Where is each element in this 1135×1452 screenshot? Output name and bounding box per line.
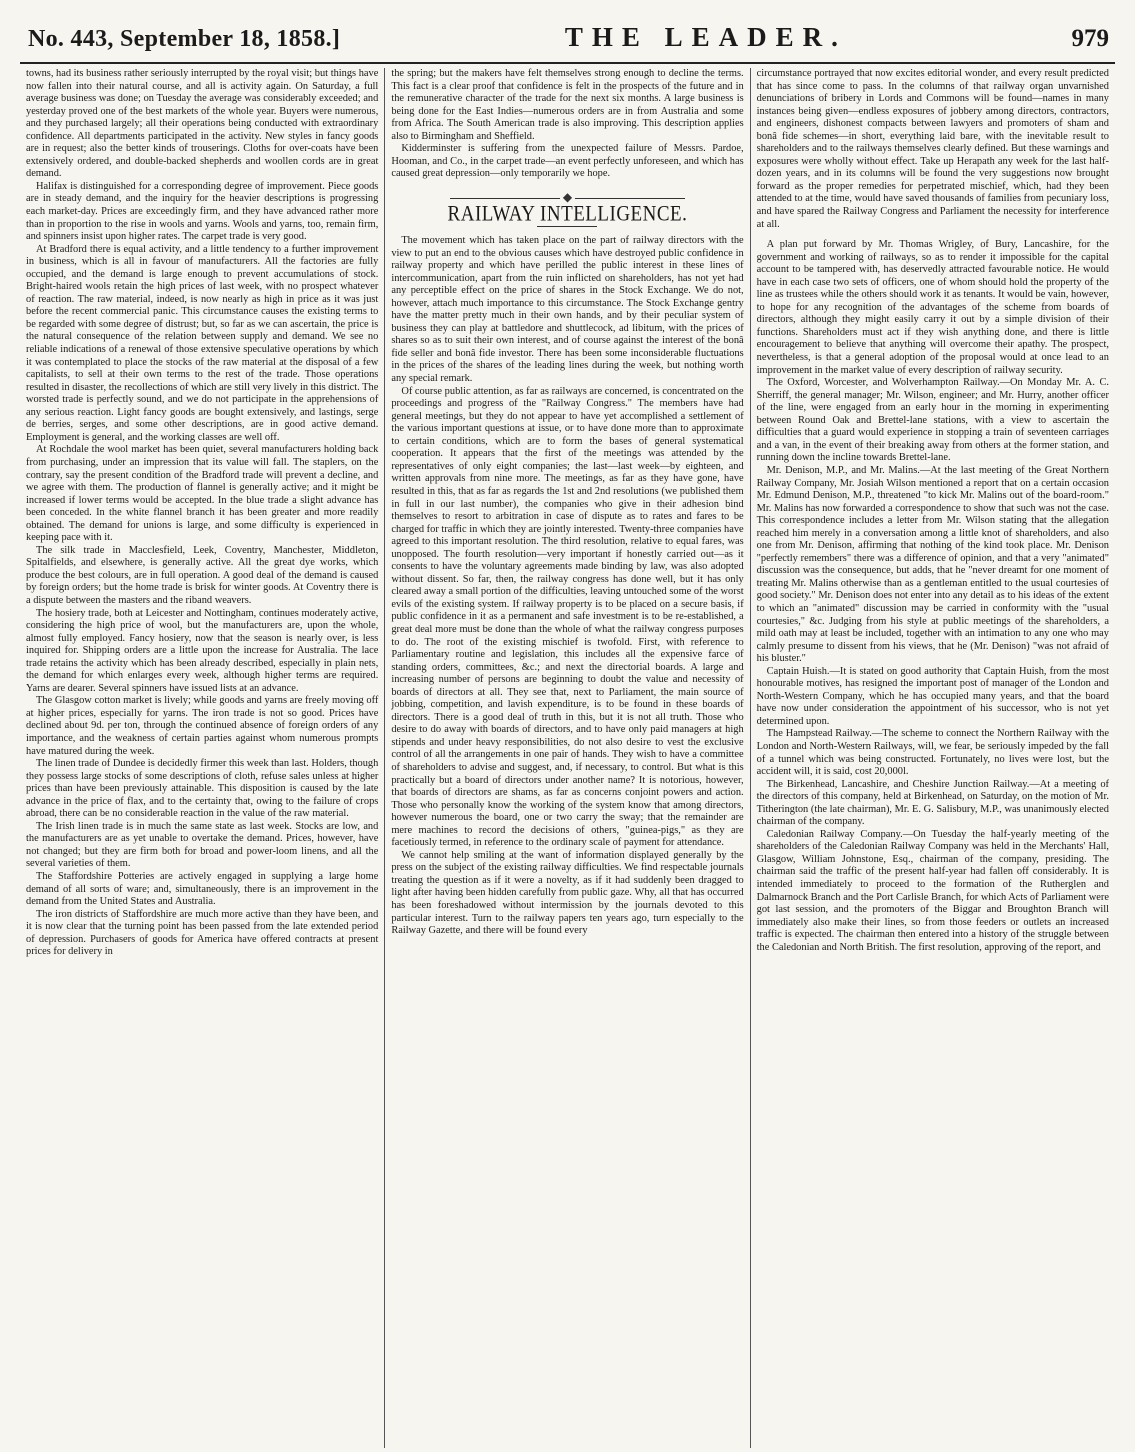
paragraph: We cannot help smiling at the want of information displayed generally by the press on the subject of the existing railway difficulties. We find respectable journals treating the question as if it were a novelty, as if it had suddenly been dragged to light after having been hidden carefully from public gaze. Why, all that has occurred has been foreshadowed without intermission by the journals devoted to this particular interest. Turn to the railway papers ten years ago, turn especially to the Railway Gazette, and there will be found every [391, 849, 744, 937]
paragraph: The Hampstead Railway.—The scheme to connect the Northern Railway with the London and North-Western Railways, will, we fear, be seriously impeded by the fall of a tunnel which was being constructed. Fortunately, no lives were lost, but the accident will, it is said, cost 20,000l. [756, 728, 1109, 778]
paragraph: The silk trade in Macclesfield, Leek, Coventry, Manchester, Middleton, Spitalfields, and elsewhere, is generally active. All the great dye works, which produce the best colours, are in full operation. A good deal of the demand is caused by foreign orders; but the home trade is brisk for winter goods. At Coventry there is a dispute between the masters and the riband weavers. [26, 544, 379, 606]
paragraph: The hosiery trade, both at Leicester and Nottingham, continues moderately active, considering the high price of wool, but the manufacturers are, upon the whole, almost fully employed. Fancy hosiery, now that the season is nearly over, is less inquired for. Shipping orders are a little upon the increase for Australia. The lace trade retains the activity which has been already described, especially in plain nets, the demand for which enlarges every week, although higher terms are required. Yarns are dearer. Several spinners have issued lists at an advance. [26, 607, 379, 694]
paragraph: Caledonian Railway Company.—On Tuesday the half-yearly meeting of the shareholders of the Caledonian Railway Company was held in the Merchants' Hall, Glasgow, William Johnstone, Esq., chairman of the company, presiding. The chairman said the traffic of the present half-year had fallen off considerably. It is intended immediately to proceed to the formation of the Rutherglen and Dalmarnock Branch and the Port Carlisle Branch, for which Acts of Parliament were got last session, and the promoters of the Biggar and Broughton Branch will immediately also make their lines, so from those feeders or outlets an increased traffic is expected. The chairman then entered into a history of the struggle between the Caledonian and North British. The first resolution, approving of the report, and [756, 828, 1109, 953]
paragraph: circumstance portrayed that now excites editorial wonder, and every result predicted that has since come to pass. In the columns of that railway organ unvarnished denunciations of bribery in Lords and Commons will be found—names in many instances being given—endless exposures of jobbery among directors, contractors, and engineers, dishonest compacts between lawyers and promoters of sham and bonâ fide schemes—in short, everything laid bare, with the inevitable result to shareholders and to the railways themselves clearly defined. But these warnings and exposures were wholly without effect. Take up Herapath any week for the last half-dozen years, and in its columns will be found the very suggestions now brought forward as the proper remedies for perpetrated mischief, which, had they been attended to at the time, would have saved thousands of families from pecuniary loss, and have spared the Railway Congress and Parliament the necessity for interference at all. [756, 68, 1109, 230]
paragraph: The Staffordshire Potteries are actively engaged in supplying a large home demand of all sorts of ware; and, simultaneously, there is an improvement in the demand from the United States and Australia. [26, 871, 379, 908]
paragraph: Halifax is distinguished for a corresponding degree of improvement. Piece goods are in steady demand, and the inquiry for the heavier descriptions is progressing each market-day. Prices are exceedingly firm, and they have advanced rather more than in proportion to the rise in wools and yarns. Wools and yarns, too, remain firm, and spinners insist upon higher rates. The carpet trade is very good. [26, 180, 379, 243]
column-1 [20, 68, 384, 1448]
paragraph: The iron districts of Staffordshire are much more active than they have been, and it is now clear that the turning point has been passed from the late extended period of depression. Purchasers of goods for America have offered contracts at present prices for delivery in [26, 908, 379, 958]
paragraph: Captain Huish.—It is stated on good authority that Captain Huish, from the most honourable motives, has resigned the important post of manager of the London and North-Western Company, which he has occupied many years, and that the board have now under consideration the appointment of his successor, who is not yet determined upon. [756, 665, 1109, 727]
page-number: 979 [1071, 25, 1109, 52]
paragraph: The Glasgow cotton market is lively; while goods and yarns are freely moving off at higher prices, especially for yarns. The iron trade is not so good. Prices have declined about 9d. per ton, through the continued absence of foreign orders of any importance, and the weakness of certain parties against whom numerous prompts have matured during the week. [26, 695, 379, 757]
issue-number: No. 443, September 18, 1858.] [28, 26, 341, 52]
column-2 [384, 68, 749, 1448]
paragraph: The movement which has taken place on the part of railway directors with the view to put an end to the obvious causes which have destroyed public confidence in railway property and which have perilled the public interest in these lines of intercommunication, apart from the ruin inflicted on shareholders, has not yet had any perceptible effect on the price of shares in the Stock Exchange. We do not, however, attach much importance to this circumstance. The Stock Exchange gentry have the matter pretty much in their own hands, and by their peculiar system of business they can play at battledore and shuttlecock, ad libitum, with the prices of shares so as to suit their own interest, and of course against the interest of the bonâ fide seller and bonâ fide investor. There has been some inconsiderable fluctuations in the prices of the shares of the leading lines during the week, but nothing worth any special remark. [391, 235, 744, 385]
columns [20, 68, 1115, 1448]
column-3 [750, 68, 1115, 1448]
paragraph: Kidderminster is suffering from the unexpected failure of Messrs. Pardoe, Hooman, and Co., in the carpet trade—an event perfectly unforeseen, and which has caused great depression—only temporarily we hope. [391, 143, 744, 180]
paragraph: The Birkenhead, Lancashire, and Cheshire Junction Railway.—At a meeting of the directors of this company, held at Birkenhead, on Saturday, on the motion of Mr. Titherington (the late chairman), Mr. E. G. Salisbury, M.P., was unanimously elected chairman of the company. [756, 778, 1109, 828]
paragraph: At Bradford there is equal activity, and a little tendency to a further improvement in business, which is all in favour of manufacturers. All the factories are fully occupied, and the demand is large enough to prevent accumulations of stock. Bright-haired wools retain the high prices of last week, with no prospect whatever of reaction. The raw material, indeed, is now nearly as high in price as it was just before the recent commercial panic. This circumstance causes the existing terms to be regarded with some degree of distrust; but, so far as we can ascertain, the price is the natural consequence of the relation between supply and demand. We see no reliable indications of a renewal of those extensive speculative operations by which it was contemplated to place the stocks of the raw material at the disposal of a few capitalists, to sell at their own terms to the rest of the trade. Those operations resulted in disaster, the recollections of which are still very lively in this district. The worsted trade is perfectly sound, and we do not participate in the apprehensions of any serious reaction. Light fancy goods are bought extensively, and lastings, serge de berries, serges, and some other descriptions, are in good active demand. Employment is general, and the working classes are well off. [26, 243, 379, 443]
paragraph: The linen trade of Dundee is decidedly firmer this week than last. Holders, though they possess large stocks of some descriptions of cloth, refuse sales unless at higher prices than have been previously attainable. This disposition is caused by the late advance in the price of flax, and to the certainty that, owing to the failure of crops abroad, there can be no considerable reaction in the value of the raw material. [26, 758, 379, 820]
paragraph: The Oxford, Worcester, and Wolverhampton Railway.—On Monday Mr. A. C. Sherriff, the general manager; Mr. Wilson, engineer; and Mr. Hurry, another officer of the line, were engaged from an early hour in the morning in experimenting between Round Oak and Brettel-lane stations, with a view to ascertain the difficulties that a guard would experience in stopping a train of seventeen carriages and a van, in the event of their breaking away from others at the former station, and running down the incline towards Brettel-lane. [756, 377, 1109, 464]
paragraph: Mr. Denison, M.P., and Mr. Malins.—At the last meeting of the Great Northern Railway Company, Mr. Josiah Wilson mentioned a report that on a certain occasion Mr. Edmund Denison, M.P., threatened "to kick Mr. Malins out of the board-room." Mr. Malins has now forwarded a correspondence to show that such was not the case. This correspondence includes a letter from Mr. Wilson stating that the allegation reached him merely in a conversation among a little knot of shareholders, and also one from Mr. Denison, affirming that nothing of the kind took place. Mr. Denison "perfectly remembers" there was a difference of opinion, and that a very "animated" discussion was the consequence, but adds, that he "never dreamt for one moment of treating Mr. Malins otherwise than as a gentleman entitled to the usual courtesies of good society." Mr. Denison does not enter into any detail as to his ideas of the extent to which an "animated" discussion may be carried in conformity with the "usual courtesies," &c. Judging from his style at public meetings of the shareholders, a mild oath may at least be included, together with an intimation to any one who may calmly presume to dissent from his views, that he (Mr. Denison) "was not afraid of his bluster." [756, 464, 1109, 665]
paragraph: towns, had its business rather seriously interrupted by the royal visit; but things have now fallen into their natural course, and all is activity again. On Saturday, a full average business was done; on Tuesday the average was considerably exceeded; and yesterday proved one of the best markets of the whole year. Buyers were numerous, and they purchased largely; all their operations being conducted with extraordinary confidence. All departments participated in the activity. New styles in fancy goods are in request; also the better kinds of trouserings. Cloths for over-coats have been extensively ordered, and double-backed shepherds and woollen cords are in great demand. [26, 68, 379, 180]
ornamental-rule: ◆ [391, 191, 743, 204]
paragraph: Of course public attention, as far as railways are concerned, is concentrated on the proceedings and progress of the "Railway Congress." The members have had general meetings, but they do not appear to have yet accomplished a settlement of the various important questions at issue, or to have done more than to approximate to certain conditions, which are to form the bases of general systematical cooperation. It appears that the first of the meetings was attended by the representatives of only eight companies; the last—last week—by eighteen, and written approvals from nine more. The meetings, as far as they have gone, have resulted in this, that as far as regards the 1st and 2nd resolutions (we published them in full in our last number), the companies who give in their adhesion bind themselves to resort to arbitration in case of dispute as to rates and fares to be charged for traffic in which they are jointly interested. Twenty-three companies have agreed to this important resolution. The third resolution, relative to equal fares, was unopposed. The fourth resolution—very important if honestly carried out—as it consents to have the voluntary agreements made binding by law, was also adopted without dissent. So far, then, the railway congress has done well, but it has only cleared away a small portion of the difficulties, leaving untouched some of the worst evils of the existing system. If railway property is to be placed on a secure basis, if public confidence in it as a permanent and safe investment is to be re-established, a great deal more must be done than the whole of what the railway congress purposes to do. The root of the existing mischief is twofold. First, with reference to Parliamentary routine and legislation, this includes all the expensive farce of standing orders, committees, &c.; and next the directorial boards. A large and increasing number of persons are beginning to doubt the value and necessity of boards of directors at all. They see that, next to Parliament, the main source of jobbing, competition, and lavish expenditure, is to be found in these boards of directors. There is a good deal of truth in this, but it is not all truth. Those who desire to do away with boards of directors, and to have only paid managers at high stipends and under heavy responsibilities, do not also desire to vest the exclusive control of all the arrangements in one pair of hands. They wish to have a committee of shareholders to advise and suggest, and, if necessary, to control. But what is this practically but a board of directors under another name? It is notorious, however, that boards of directors are shams, as far as concerns conjoint powers and action. Those who personally know the working of the system know that among directors, however numerous the board, one or two carry the sway; that the remainder are mere machines to record the decisions of others, "guinea-pigs," as they are facetiously termed, in reference to the ordinary scale of payment for attendance. [391, 385, 744, 849]
paragraph: At Rochdale the wool market has been quiet, several manufacturers holding back from purchasing, under an impression that its value will fall. The staplers, on the contrary, say the present condition of the Bradford trade will prevent a decline, and we agree with them. The production of flannel is generally active; and it might be increased if lower terms would be accepted. In the blue trade a slight advance has been conceded. In the white flannel branch it has been greater and more readily obtained. The demand for unions is large, and some difficulty is experienced in keeping pace with it. [26, 444, 379, 544]
newspaper-title: THE LEADER. [564, 22, 847, 52]
paragraph: A plan put forward by Mr. Thomas Wrigley, of Bury, Lancashire, for the government and working of railways, so as to render it impossible for the capital account to be tampered with, has deservedly attracted favourable notice. He would have in each case two sets of officers, one of whom should hold the property of the line as trustees while the others should work it as tenants. It would be vain, however, to hope for any recognition of the advantages of the scheme from boards of directors, although they might easily carry it out by a simple division of their functions. Shareholders must act if they wish anything done, and there is little encouragement to believe that anything will overcome their apathy. The prospect, nevertheless, is that a general adoption of the proposal would at once lead to an improvement in the market value of every description of railway security. [756, 239, 1109, 376]
paragraph: The Irish linen trade is in much the same state as last week. Stocks are low, and the manufacturers are as yet unable to overtake the demand. Prices, however, have not changed; but they are firm both for broad and power-loom linens, and all the several varieties of them. [26, 820, 379, 870]
spacer [757, 231, 1109, 239]
section-heading: RAILWAY INTELLIGENCE. [447, 202, 688, 227]
paragraph: the spring; but the makers have felt themselves strong enough to decline the terms. This fact is a clear proof that confidence is felt in the prospects of the future and in the remunerative character of the trade for the next six months. A large business is being done for the East Indies—numerous orders are in from Australia and some from Africa. The South American trade is also improving. This description applies also to Birmingham and Sheffield. [391, 68, 744, 142]
masthead [20, 22, 1115, 64]
